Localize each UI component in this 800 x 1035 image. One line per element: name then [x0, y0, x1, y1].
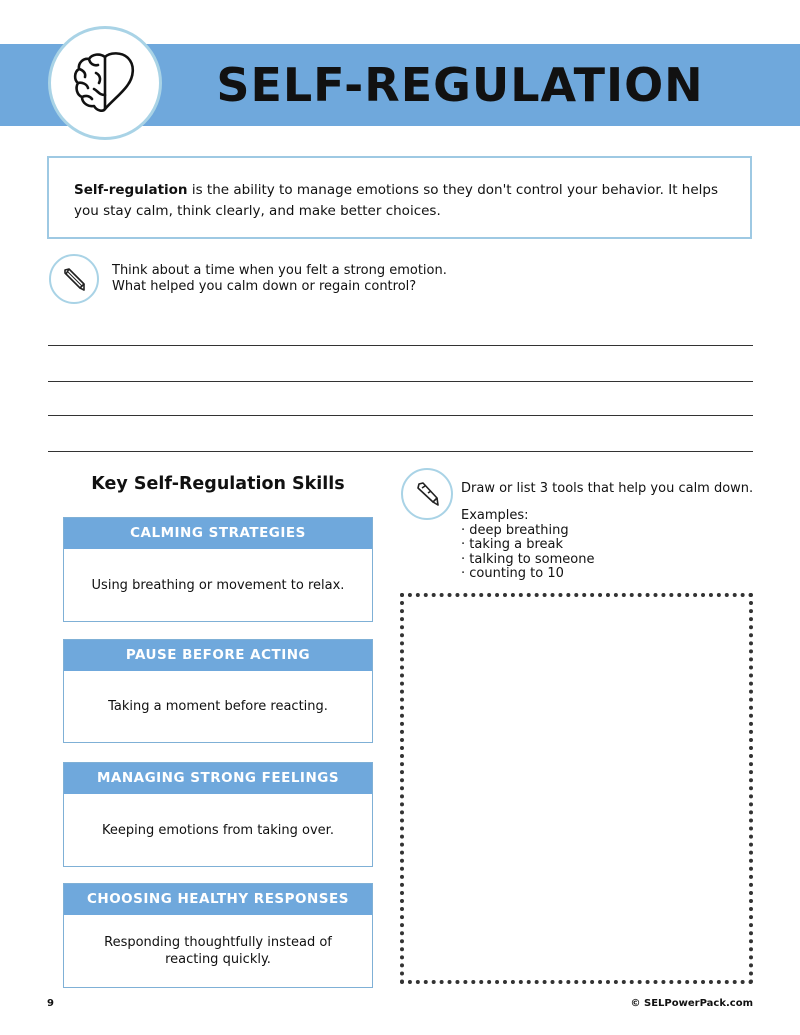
pencil-badge [49, 254, 99, 304]
skill-card-calming [63, 517, 373, 622]
writing-line[interactable] [48, 345, 753, 346]
skill-card-text: Responding thoughtfully instead of reacting quickly. [104, 935, 332, 967]
definition-box [47, 156, 752, 239]
writing-line[interactable] [48, 415, 753, 416]
skill-card-title: PAUSE BEFORE ACTING [64, 640, 372, 671]
definition-term: Self-regulation [74, 182, 188, 198]
skill-card-title: MANAGING STRONG FEELINGS [64, 763, 372, 794]
crayon-badge [401, 468, 453, 520]
pencil-icon [61, 266, 87, 292]
drawing-area[interactable] [400, 593, 753, 984]
definition-text [74, 180, 729, 222]
page-number: 9 [47, 998, 54, 1009]
skill-card-pause [63, 639, 373, 743]
skill-card-text: Using breathing or movement to relax. [91, 577, 345, 593]
skill-card-title: CHOOSING HEALTHY RESPONSES [64, 884, 372, 915]
skills-heading: Key Self-Regulation Skills [91, 474, 345, 494]
reflection-line-2: What helped you calm down or regain control? [112, 279, 417, 294]
reflection-prompt [112, 263, 447, 295]
skill-card-choosing [63, 883, 373, 988]
definition-body: is the ability to manage emotions so they don't control your behavior. It helps you stay calm, think clearly, and make better choices. [74, 182, 719, 219]
reflection-line-1: Think about a time when you felt a strong emotion. [112, 263, 447, 278]
example-item: · deep breathing [461, 522, 569, 538]
examples-list [461, 509, 594, 582]
skill-card-text: Keeping emotions from taking over. [102, 822, 334, 838]
examples-label: Examples: [461, 508, 529, 523]
brain-heart-icon [72, 51, 138, 115]
tools-prompt: Draw or list 3 tools that help you calm down. [461, 481, 754, 496]
writing-line[interactable] [48, 451, 753, 452]
skill-card-title: CALMING STRATEGIES [64, 518, 372, 549]
skill-card-managing [63, 762, 373, 867]
crayon-icon [413, 480, 441, 508]
example-item: · counting to 10 [461, 566, 564, 582]
logo-badge [48, 26, 162, 140]
example-item: · taking a break [461, 537, 563, 553]
copyright-text: © SELPowerPack.com [630, 998, 753, 1009]
skill-card-text: Taking a moment before reacting. [108, 699, 328, 714]
page-title: SELF-REGULATION [216, 58, 704, 112]
writing-line[interactable] [48, 381, 753, 382]
example-item: · talking to someone [461, 551, 595, 567]
